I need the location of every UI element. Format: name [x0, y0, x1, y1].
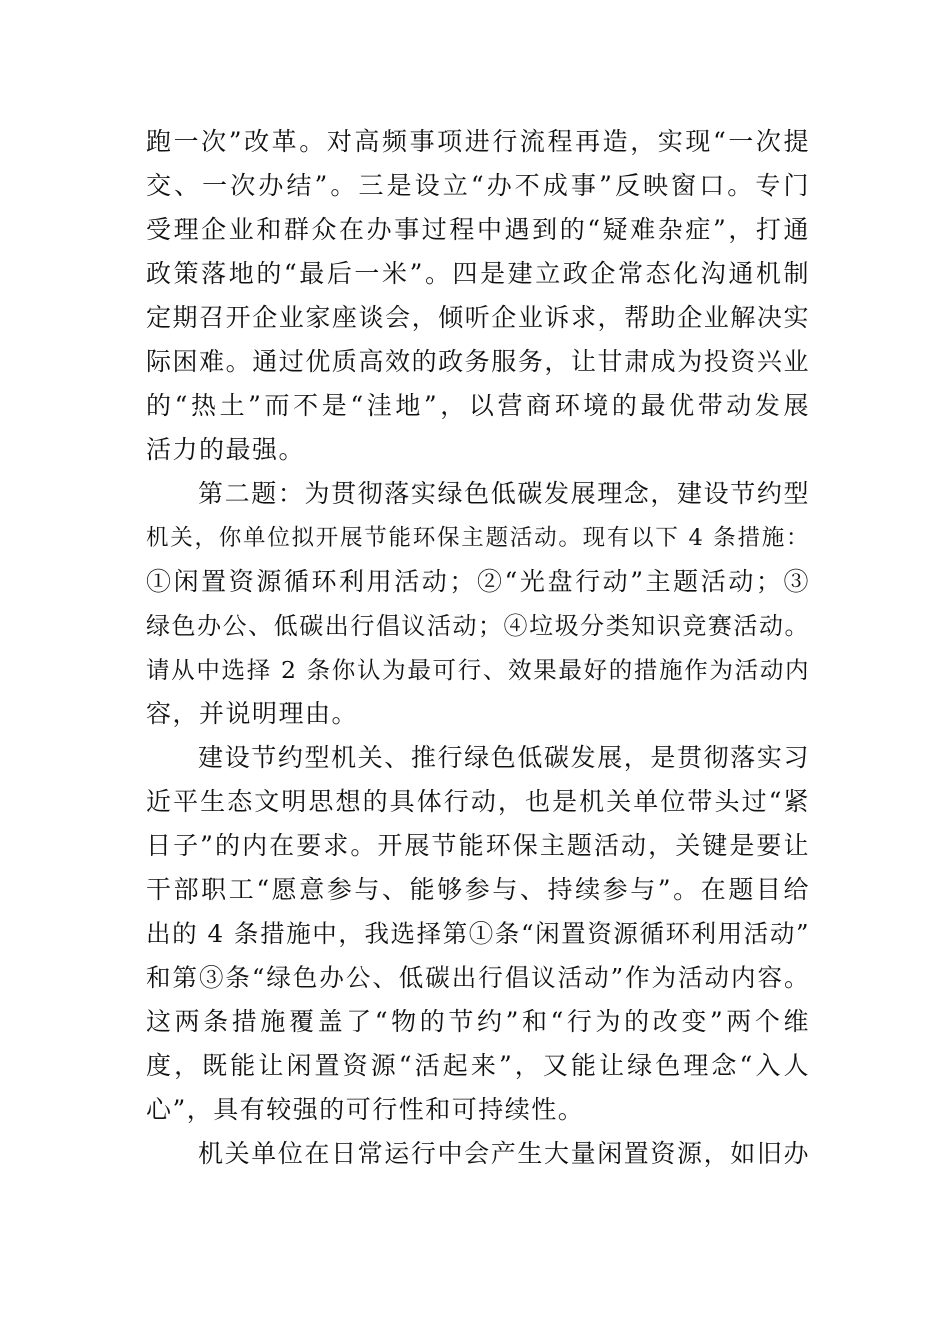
text-line: 政策落地的“最后一米”。四是建立政企常态化沟通机制: [146, 259, 810, 288]
document-body: [146, 120, 810, 1176]
text-line: 日子”的内在要求。开展节能环保主题活动，关键是要让: [146, 831, 810, 860]
text-line: 定期召开企业家座谈会，倾听企业诉求，帮助企业解决实: [146, 303, 810, 332]
text-line: 第二题：为贯彻落实绿色低碳发展理念，建设节约型: [198, 479, 810, 508]
text-line: 受理企业和群众在办事过程中遇到的“疑难杂症”，打通: [146, 215, 810, 244]
text-line: 机关，你单位拟开展节能环保主题活动。现有以下 4 条措施：: [146, 525, 810, 551]
text-line: ①闲置资源循环利用活动；②“光盘行动”主题活动；③: [146, 567, 810, 596]
text-line: 度，既能让闲置资源“活起来”，又能让绿色理念“入人: [146, 1051, 810, 1080]
text-line: 心”，具有较强的可行性和可持续性。: [146, 1095, 585, 1124]
text-line: 容，并说明理由。: [146, 699, 359, 728]
text-line: 干部职工“愿意参与、能够参与、持续参与”。在题目给: [146, 875, 810, 904]
text-line: 建设节约型机关、推行绿色低碳发展，是贯彻落实习: [198, 743, 810, 772]
text-line: 跑一次”改革。对高频事项进行流程再造，实现“一次提: [146, 127, 810, 156]
text-line: 交、一次办结”。三是设立“办不成事”反映窗口。专门: [146, 171, 810, 200]
text-line: 际困难。通过优质高效的政务服务，让甘肃成为投资兴业: [146, 347, 810, 376]
text-line: 出的 4 条措施中，我选择第①条“闲置资源循环利用活动”: [146, 919, 810, 948]
text-line: 这两条措施覆盖了“物的节约”和“行为的改变”两个维: [146, 1007, 810, 1036]
text-line: 近平生态文明思想的具体行动，也是机关单位带头过“紧: [146, 787, 810, 816]
text-line: 绿色办公、低碳出行倡议活动；④垃圾分类知识竞赛活动。: [146, 612, 810, 640]
text-line: 机关单位在日常运行中会产生大量闲置资源，如旧办: [198, 1139, 810, 1168]
text-line: 活力的最强。: [146, 435, 306, 464]
text-line: 请从中选择 2 条你认为最可行、效果最好的措施作为活动内: [146, 656, 810, 684]
text-line: 的“热土”而不是“洼地”，以营商环境的最优带动发展: [146, 391, 810, 420]
text-line: 和第③条“绿色办公、低碳出行倡议活动”作为活动内容。: [146, 963, 810, 992]
